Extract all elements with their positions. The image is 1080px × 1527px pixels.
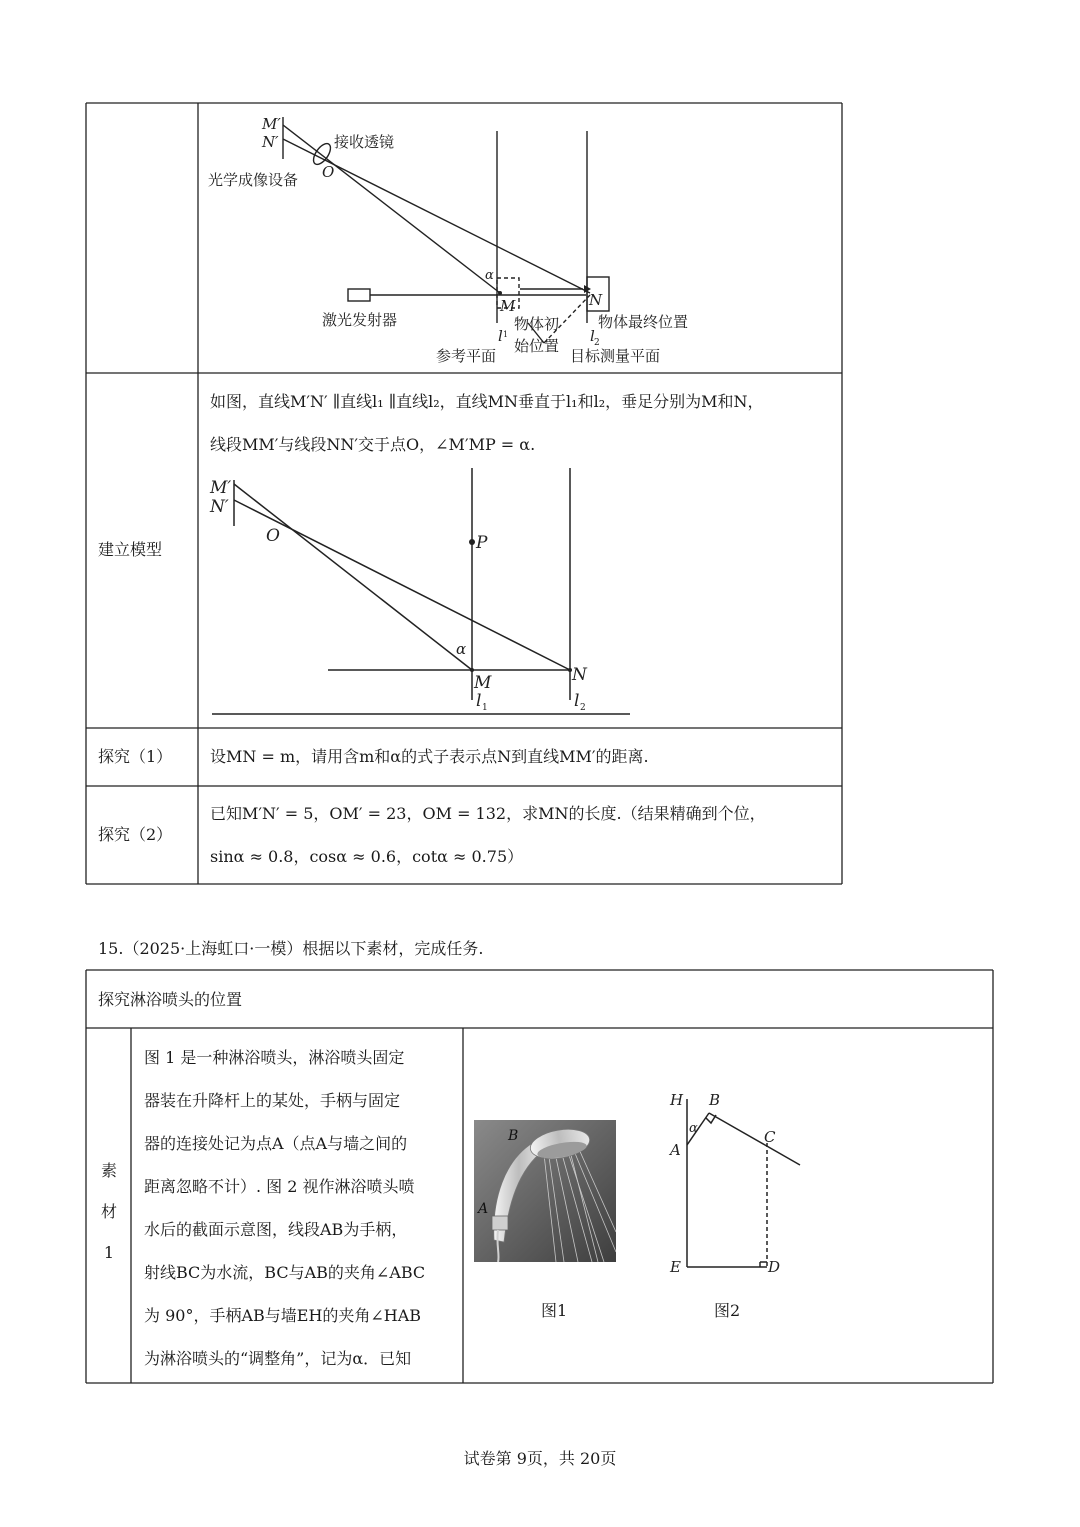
model-sub-1: 1 (482, 703, 488, 713)
explore1-text: 设MN = m，请用含m和α的式子表示点N到直线MM′的距离. (210, 747, 649, 766)
fig1-ref-plane: 参考平面 (436, 347, 497, 365)
fig1-obj-final: 物体最终位置 (598, 313, 689, 331)
fig2-label-E: E (670, 1258, 681, 1276)
fig1-target-plane: 目标测量平面 (570, 347, 661, 365)
material-label (99, 1150, 119, 1273)
figure2-diagram (660, 1085, 820, 1285)
q15-heading: 15.（2025·上海虹口·一模）根据以下素材，完成任务. (98, 939, 484, 958)
model-label-l1: l (476, 691, 482, 711)
model-row-label: 建立模型 (98, 540, 163, 559)
fig1-obj-init-1: 物体初 (514, 315, 560, 333)
fig2-label-A: A (670, 1141, 681, 1159)
model-label-N: N (572, 665, 587, 685)
model-figure (198, 460, 842, 725)
fig1-label-M: M (500, 297, 516, 315)
fig1-obj-init-2: 始位置 (514, 337, 560, 355)
fig2-label-D: D (768, 1258, 781, 1276)
material-text (144, 1036, 425, 1380)
explore1-label: 探究（1） (98, 747, 173, 766)
explore2-line1: 已知M′N′ = 5，OM′ = 23，OM = 132，求MN的长度.（结果精确到个位， (210, 804, 766, 823)
material-label-3: 1 (103, 1243, 115, 1262)
fig1-sub-2: 2 (594, 338, 600, 348)
fig1-label-Mprime: M′ (262, 115, 281, 133)
fig1-label-l2: l (590, 327, 595, 345)
fig2-label-alpha: α (689, 1121, 698, 1136)
fig1-sub-1: 1 (503, 330, 509, 339)
fig1-label-alpha: α (485, 268, 494, 283)
model-label-Nprime: N′ (210, 497, 229, 517)
fig2-label-C: C (764, 1128, 776, 1146)
fig1-label-N: N (589, 291, 603, 309)
model-text-line2: 线段MM′与线段NN′交于点O，∠M′MP = α. (210, 435, 536, 454)
material-line: 距离忽略不计）. 图 2 视作淋浴喷头喷 (144, 1177, 415, 1196)
material-label-1: 素 (100, 1161, 117, 1180)
fig2-label-H: H (670, 1091, 684, 1109)
fig1-laser-label: 激光发射器 (322, 311, 398, 329)
q15-title: 探究淋浴喷头的位置 (98, 990, 243, 1009)
material-line: 水后的截面示意图，线段AB为手柄， (144, 1220, 408, 1239)
explore2-line2: sinα ≈ 0.8，cosα ≈ 0.6，cotα ≈ 0.75） (210, 847, 524, 866)
explore2-label: 探究（2） (98, 825, 173, 844)
model-label-M: M (474, 673, 492, 693)
fig1-caption: 图1 (541, 1301, 568, 1320)
material-label-2: 材 (100, 1202, 117, 1221)
material-line: 器装在升降杆上的某处，手柄与固定 (144, 1091, 401, 1110)
model-label-O: O (266, 526, 280, 546)
shower-head-photo (474, 1120, 616, 1262)
model-label-Mprime: M′ (210, 478, 232, 498)
model-text-line1: 如图，直线M′N′ ∥直线l₁ ∥直线l₂，直线MN垂直于l₁和l₂，垂足分别为M和N， (210, 392, 764, 411)
fig2-label-B: B (709, 1091, 721, 1109)
photo-label-B: B (508, 1128, 519, 1144)
page-footer: 试卷第 9页，共 20页 (463, 1449, 617, 1468)
model-label-P: P (476, 533, 488, 553)
material-line: 图 1 是一种淋浴喷头，淋浴喷头固定 (144, 1048, 405, 1067)
fig1-lens-label: 接收透镜 (334, 133, 395, 151)
material-line: 器的连接处记为点A（点A与墙之间的 (144, 1134, 408, 1153)
model-sub-2: 2 (580, 703, 586, 713)
material-line: 为淋浴喷头的“调整角”，记为α．已知 (144, 1349, 412, 1368)
optical-setup-figure (198, 103, 842, 373)
fig1-device-label: 光学成像设备 (208, 171, 299, 189)
fig2-caption: 图2 (714, 1301, 741, 1320)
material-line: 射线BC为水流，BC与AB的夹角∠ABC (144, 1263, 426, 1282)
model-label-l2: l (574, 691, 580, 711)
model-label-alpha: α (456, 640, 467, 658)
photo-label-A: A (478, 1201, 489, 1217)
fig1-label-Nprime: N′ (262, 133, 279, 151)
fig1-label-l1: l (498, 327, 503, 345)
fig1-label-O: O (322, 163, 335, 181)
material-line: 为 90°，手柄AB与墙EH的夹角∠HAB (144, 1306, 422, 1325)
